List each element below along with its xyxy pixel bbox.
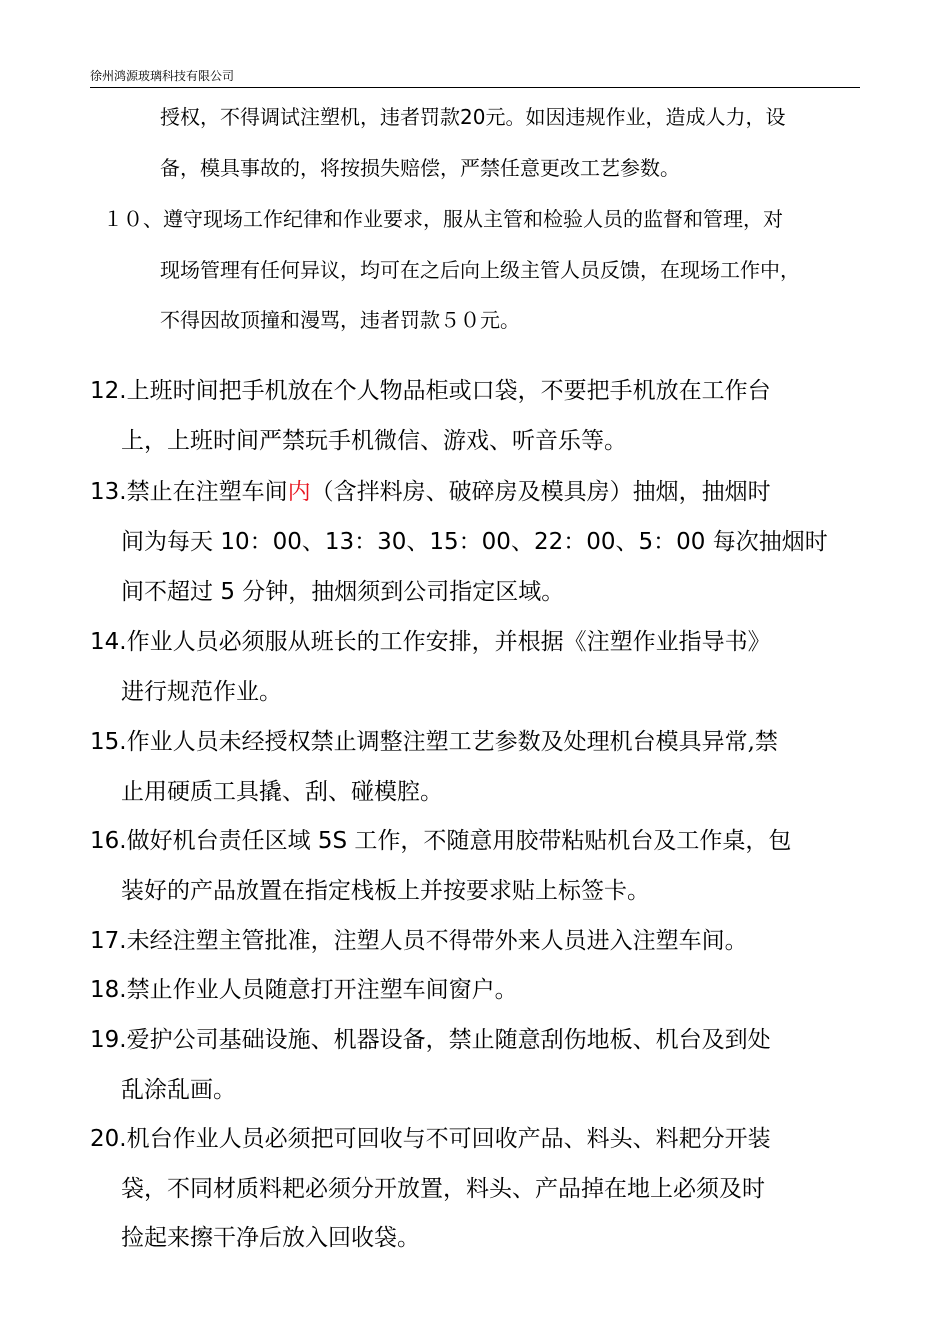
item13-number: 13. — [90, 479, 127, 505]
item9-line2 — [160, 153, 680, 183]
item13-sep-4: 、 — [615, 529, 639, 555]
item15-line2-text: 止用硬质工具撬、刮、碰模腔。 — [121, 779, 443, 805]
item18-line1 — [90, 975, 518, 1005]
item13-line3-text-b: 分钟，抽烟须到公司指定区域。 — [234, 579, 565, 605]
item17-line1 — [90, 926, 748, 956]
item12-number: 12. — [90, 378, 127, 404]
item9-line1 — [160, 102, 785, 132]
item13-time-3: 15：00 — [429, 529, 511, 555]
item17-line1-text: 未经注塑主管批准，注塑人员不得带外来人员进入注塑车间。 — [126, 928, 748, 954]
item15-number: 15. — [90, 729, 127, 755]
item14-line1-text: 作业人员必须服从班长的工作安排，并根据《注塑作业指导书》 — [126, 629, 771, 655]
item17-number: 17. — [90, 928, 127, 954]
item13-line1-text-a: 禁止在注塑车间 — [126, 479, 288, 505]
item20-line2 — [121, 1174, 765, 1204]
item13-line1-text-b: （含拌料房、破碎房及模具房）抽烟，抽烟时 — [310, 479, 771, 505]
item10-line1-text: １０、遵守现场工作纪律和作业要求，服从主管和检验人员的监督和管理，对 — [103, 207, 783, 231]
header-divider — [90, 87, 860, 88]
item19-number: 19. — [90, 1027, 127, 1053]
page-header — [90, 68, 860, 86]
item16-line1-text-a: 做好机台责任区域 — [126, 828, 318, 854]
item9-fine-amount: 20 — [460, 105, 486, 129]
item19-line2-text: 乱涂乱画。 — [121, 1077, 236, 1103]
item13-time-5: 5：00 — [638, 529, 706, 555]
item9-line1-tail: 元。如因违规作业，造成人力，设 — [485, 105, 786, 129]
item16-line1 — [90, 826, 791, 856]
item13-line2-text-b: 每次抽烟时 — [705, 529, 828, 555]
item19-line1-text: 爱护公司基础设施、机器设备，禁止随意刮伤地板、机台及到处 — [126, 1027, 771, 1053]
item13-line3-text-a: 间不超过 — [121, 579, 221, 605]
item14-number: 14. — [90, 629, 127, 655]
item16-line2-text: 装好的产品放置在指定栈板上并按要求贴上标签卡。 — [121, 878, 650, 904]
item20-line2-text: 袋，不同材质料耙必须分开放置，料头、产品掉在地上必须及时 — [121, 1176, 765, 1202]
item14-line2-text: 进行规范作业。 — [121, 679, 282, 705]
item13-line2-text-a: 间为每天 — [121, 529, 221, 555]
header-company-name: 徐州鸿源玻璃科技有限公司 — [90, 69, 235, 83]
item16-5s: 5S — [317, 828, 348, 854]
item13-sep-1: 、 — [301, 529, 325, 555]
item20-line1-text: 机台作业人员必须把可回收与不可回收产品、料头、料耙分开装 — [126, 1126, 771, 1152]
item13-line2 — [121, 527, 828, 557]
item18-number: 18. — [90, 977, 127, 1003]
item12-line2-text: 上，上班时间严禁玩手机微信、游戏、听音乐等。 — [121, 428, 627, 454]
item16-line2 — [121, 876, 650, 906]
item13-minutes: 5 — [220, 579, 235, 605]
item14-line1 — [90, 627, 771, 657]
item20-number: 20. — [90, 1126, 127, 1152]
item12-line1 — [90, 376, 771, 406]
item10-line2-text: 现场管理有任何异议，均可在之后向上级主管人员反馈，在现场工作中， — [160, 258, 800, 282]
item15-line1-text: 作业人员未经授权禁止调整注塑工艺参数及处理机台模具异常,禁 — [126, 729, 778, 755]
item13-sep-3: 、 — [510, 529, 534, 555]
item13-time-1: 10：00 — [220, 529, 302, 555]
item13-sep-2: 、 — [406, 529, 430, 555]
item20-line1 — [90, 1124, 771, 1154]
item12-line2 — [121, 426, 627, 456]
item15-line1 — [90, 727, 778, 757]
item20-line3 — [121, 1223, 420, 1253]
item12-line1-text: 上班时间把手机放在个人物品柜或口袋，不要把手机放在工作台 — [126, 378, 771, 404]
item13-time-4: 22：00 — [533, 529, 616, 555]
item10-line2 — [160, 255, 800, 285]
item19-line2 — [121, 1075, 236, 1105]
item9-line2-text: 备，模具事故的，将按损失赔偿，严禁任意更改工艺参数。 — [160, 156, 680, 180]
item10-line1 — [103, 204, 783, 234]
item9-line1-text: 授权，不得调试注塑机，违者罚款 — [160, 105, 460, 129]
item14-line2 — [121, 677, 282, 707]
item16-line1-text-b: 工作，不随意用胶带粘贴机台及工作桌，包 — [347, 828, 792, 854]
item13-time-2: 13：30 — [324, 529, 407, 555]
item13-line1 — [90, 477, 771, 507]
item13-highlight-text: 内 — [287, 479, 311, 505]
item15-line2 — [121, 777, 443, 807]
item13-line3 — [121, 577, 564, 607]
item10-line3 — [160, 305, 520, 335]
item16-number: 16. — [90, 828, 127, 854]
item18-line1-text: 禁止作业人员随意打开注塑车间窗户。 — [126, 977, 518, 1003]
item19-line1 — [90, 1025, 771, 1055]
item20-line3-text: 捡起来擦干净后放入回收袋。 — [121, 1225, 420, 1251]
item10-line3-text: 不得因故顶撞和漫骂，违者罚款５０元。 — [160, 308, 520, 332]
